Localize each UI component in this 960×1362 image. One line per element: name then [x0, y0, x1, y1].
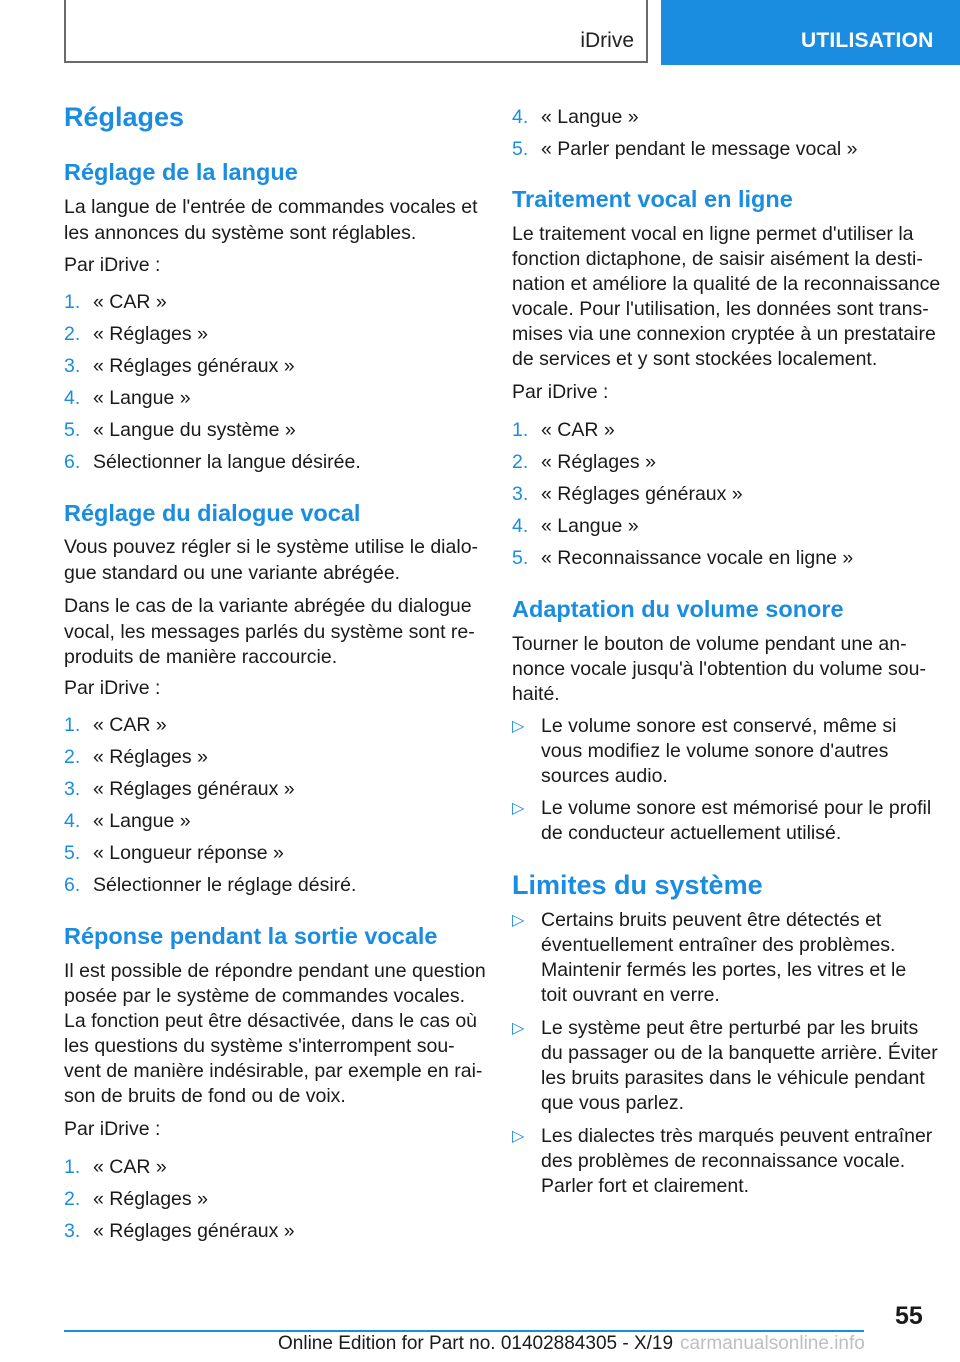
bullet-triangle-icon: ▷: [512, 800, 525, 817]
step-number: 1.: [512, 419, 529, 441]
step-text: « Réglages »: [93, 323, 208, 345]
bullet-triangle-icon: ▷: [512, 718, 525, 735]
step-number: 5.: [64, 419, 81, 441]
header-frame: [64, 0, 648, 63]
paragraph-line: Tourner le bouton de volume pendant une an‐: [512, 633, 907, 655]
step-item: [512, 451, 656, 474]
step-text: « Reconnaissance vocale en ligne »: [541, 547, 854, 569]
bullet-line: sources audio.: [541, 765, 668, 787]
step-number: 3.: [64, 778, 81, 800]
paragraph-line: gue standard ou une variante abrégée.: [64, 562, 401, 584]
bullet-line: Le système peut être perturbé par les bruits: [541, 1017, 919, 1039]
step-text: « Langue du système »: [93, 419, 296, 441]
paragraph-line: Vous pouvez régler si le système utilise le dialo‐: [64, 536, 479, 558]
step-text: « Langue »: [93, 387, 191, 409]
step-item: [64, 1188, 208, 1211]
step-item: [64, 778, 295, 801]
step-text: « Parler pendant le message vocal »: [541, 138, 858, 160]
bullet-line: Le volume sonore est conservé, même si: [541, 715, 897, 737]
step-item: [64, 387, 191, 410]
heading-volume-sonore: Adaptation du volume sonore: [512, 596, 844, 622]
step-item: [64, 419, 296, 442]
paragraph-line: de services et y sont stockées localement.: [512, 348, 878, 370]
heading-dialogue-vocal: Réglage du dialogue vocal: [64, 500, 361, 526]
paragraph-line: produits de manière raccourcie.: [64, 646, 338, 668]
bullet-line: Les dialectes très marqués peuvent entraîner: [541, 1125, 933, 1147]
step-text: « Réglages »: [93, 1188, 208, 1210]
step-item: [64, 1220, 295, 1243]
bullet-line: vous modifiez le volume sonore d'autres: [541, 740, 889, 762]
paragraph-line: mises via une connexion cryptée à un prestataire: [512, 323, 936, 345]
step-item: [64, 746, 208, 769]
header-section-label: iDrive: [580, 29, 634, 52]
bullet-line: les bruits parasites dans le véhicule pendant: [541, 1067, 925, 1089]
step-item: [512, 483, 743, 506]
step-number: 4.: [64, 387, 81, 409]
bullet-line: de conducteur actuellement utilisé.: [541, 822, 842, 844]
step-item: [64, 874, 356, 897]
paragraph-line: vent de manière indésirable, par exemple en rai‐: [64, 1060, 483, 1082]
step-number: 5.: [512, 547, 529, 569]
step-number: 1.: [64, 291, 81, 313]
page-title: Réglages: [64, 102, 185, 132]
step-number: 6.: [64, 874, 81, 896]
step-text: « Langue »: [93, 810, 191, 832]
step-item: [512, 106, 639, 129]
paragraph-line: Il est possible de répondre pendant une question: [64, 960, 486, 982]
bullet-line: Maintenir fermés les portes, les vitres et le: [541, 959, 907, 981]
bullet-triangle-icon: ▷: [512, 1020, 525, 1037]
heading-reglage-langue: Réglage de la langue: [64, 159, 298, 185]
bullet-line: Le volume sonore est mémorisé pour le profil: [541, 797, 932, 819]
step-text: « Langue »: [541, 515, 639, 537]
paragraph-line: fonction dictaphone, de saisir aisément la desti‐: [512, 248, 923, 270]
bullet-line: Parler fort et clairement.: [541, 1175, 750, 1197]
step-item: [512, 138, 858, 161]
step-text: « Langue »: [541, 106, 639, 128]
paragraph-line: Le traitement vocal en ligne permet d'utiliser la: [512, 223, 914, 245]
paragraph-line: nation et améliore la qualité de la reconnaissance: [512, 273, 941, 295]
step-number: 5.: [64, 842, 81, 864]
step-text: « Réglages généraux »: [541, 483, 743, 505]
bullet-line: toit ouvrant en verre.: [541, 984, 720, 1006]
paragraph-line: haité.: [512, 683, 560, 705]
step-number: 3.: [512, 483, 529, 505]
bullet-triangle-icon: ▷: [512, 912, 525, 929]
step-number: 2.: [64, 746, 81, 768]
paragraph-line: nonce vocale jusqu'à l'obtention du volume sou‐: [512, 658, 926, 680]
step-number: 5.: [512, 138, 529, 160]
bullet-triangle-icon: ▷: [512, 1128, 525, 1145]
paragraph-line: posée par le système de commandes vocales.: [64, 985, 466, 1007]
step-number: 4.: [512, 515, 529, 537]
step-text: « Réglages généraux »: [93, 1220, 295, 1242]
bullet-line: Certains bruits peuvent être détectés et: [541, 909, 882, 931]
paragraph-line: vocale. Pour l'utilisation, les données sont trans‐: [512, 298, 929, 320]
bullet-line: des problèmes de reconnaissance vocale.: [541, 1150, 906, 1172]
step-number: 2.: [512, 451, 529, 473]
via-label: Par iDrive :: [64, 677, 161, 699]
step-item: [64, 291, 167, 314]
heading-reponse-sortie-vocale: Réponse pendant la sortie vocale: [64, 923, 438, 949]
via-label: Par iDrive :: [512, 381, 609, 403]
step-text: Sélectionner la langue désirée.: [93, 451, 361, 473]
step-text: « Réglages »: [541, 451, 656, 473]
bullet-line: que vous parlez.: [541, 1092, 685, 1114]
page-number: 55: [895, 1302, 923, 1330]
paragraph-line: les questions du système s'interrompent sou‐: [64, 1035, 455, 1057]
step-number: 1.: [64, 1156, 81, 1178]
step-number: 6.: [64, 451, 81, 473]
paragraph-line: La langue de l'entrée de commandes vocales et: [64, 196, 478, 218]
paragraph-line: La fonction peut être désactivée, dans le cas où: [64, 1010, 478, 1032]
step-text: « CAR »: [93, 291, 167, 313]
step-number: 1.: [64, 714, 81, 736]
step-item: [512, 515, 639, 538]
step-text: « CAR »: [93, 1156, 167, 1178]
footer-rule: [64, 1330, 864, 1332]
step-item: [512, 547, 853, 570]
step-number: 3.: [64, 355, 81, 377]
step-number: 3.: [64, 1220, 81, 1242]
step-item: [64, 355, 295, 378]
step-item: [64, 451, 361, 474]
step-text: Sélectionner le réglage désiré.: [93, 874, 357, 896]
step-text: « Longueur réponse »: [93, 842, 284, 864]
step-text: « CAR »: [93, 714, 167, 736]
step-number: 2.: [64, 323, 81, 345]
bullet-line: du passager ou de la banquette arrière. Éviter: [541, 1042, 938, 1064]
step-text: « Réglages généraux »: [93, 778, 295, 800]
step-item: [64, 323, 208, 346]
paragraph-line: vocal, les messages parlés du système sont re‐: [64, 621, 475, 643]
step-item: [64, 714, 167, 737]
step-number: 2.: [64, 1188, 81, 1210]
step-item: [512, 419, 615, 442]
paragraph-line: son de bruits de fond ou de voix.: [64, 1085, 346, 1107]
step-number: 4.: [512, 106, 529, 128]
heading-limites-systeme: Limites du système: [512, 870, 763, 900]
via-label: Par iDrive :: [64, 254, 161, 276]
via-label: Par iDrive :: [64, 1118, 161, 1140]
step-number: 4.: [64, 810, 81, 832]
heading-traitement-vocal: Traitement vocal en ligne: [512, 186, 793, 212]
step-item: [64, 842, 284, 865]
step-text: « CAR »: [541, 419, 615, 441]
footer-edition: Online Edition for Part no. 01402884305 - X/19: [278, 1333, 674, 1354]
step-item: [64, 810, 191, 833]
header-chapter-tab: [661, 0, 960, 65]
watermark-text: carmanualsonline.info: [680, 1333, 865, 1354]
step-item: [64, 1156, 167, 1179]
step-text: « Réglages généraux »: [93, 355, 295, 377]
step-text: « Réglages »: [93, 746, 208, 768]
header-chapter-label: UTILISATION: [801, 29, 934, 52]
paragraph-line: les annonces du système sont réglables.: [64, 222, 417, 244]
bullet-line: éventuellement entraîner des problèmes.: [541, 934, 896, 956]
paragraph-line: Dans le cas de la variante abrégée du dialogue: [64, 595, 472, 617]
